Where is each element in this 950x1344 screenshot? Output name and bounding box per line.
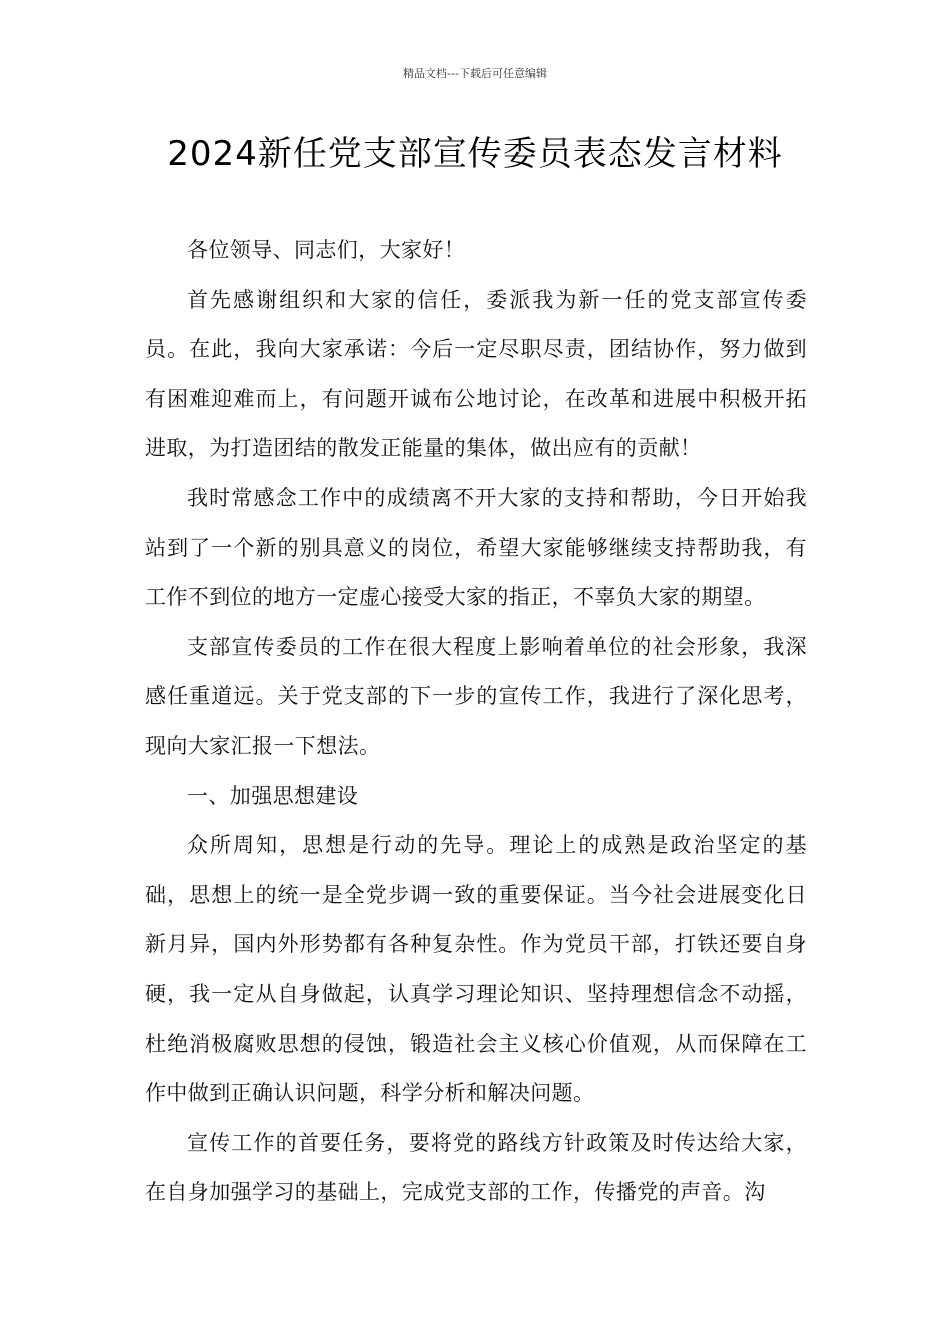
greeting-paragraph: 各位领导、同志们，大家好！: [187, 238, 466, 262]
body-paragraph: 众所周知，思想是行动的先导。理论上的成熟是政治坚定的基础，思想上的统一是全党步调一致的重要保证。当今社会进展变化日新月异，国内外形势都有各种复杂性。作为党员干部，打铁还要自身硬，我一定从自身做起，认真学习理论知识、坚持理想信念不动摇，杜绝消极腐败思想的侵蚀，锻造社会主义核心价值观，从而保障在工作中做到正确认识问题，科学分析和解决问题。: [145, 833, 807, 1106]
body-paragraph: 支部宣传委员的工作在很大程度上影响着单位的社会形象，我深感任重道远。关于党支部的下一步的宣传工作，我进行了深化思考，现向大家汇报一下想法。: [145, 634, 807, 758]
document-body: [145, 226, 807, 1218]
body-paragraph: 首先感谢组织和大家的信任，委派我为新一任的党支部宣传委员。在此，我向大家承诺：今后一定尽职尽责，团结协作，努力做到有困难迎难而上，有问题开诚布公地讨论，在改革和进展中积极开拓进取，为打造团结的散发正能量的集体，做出应有的贡献！: [145, 287, 807, 461]
body-paragraph: 我时常感念工作中的成绩离不开大家的支持和帮助，今日开始我站到了一个新的别具意义的岗位，希望大家能够继续支持帮助我，有工作不到位的地方一定虚心接受大家的指正，不辜负大家的期望。: [145, 485, 807, 610]
section-heading: 一、加强思想建设: [187, 783, 359, 808]
body-paragraph: 宣传工作的首要任务，要将党的路线方针政策及时传达给大家，在自身加强学习的基础上，完成党支部的工作，传播党的声音。沟: [145, 1130, 807, 1205]
document-title: 2024新任党支部宣传委员表态发言材料: [167, 134, 783, 174]
header-note: 精品文档---下载后可任意编辑: [403, 67, 547, 80]
